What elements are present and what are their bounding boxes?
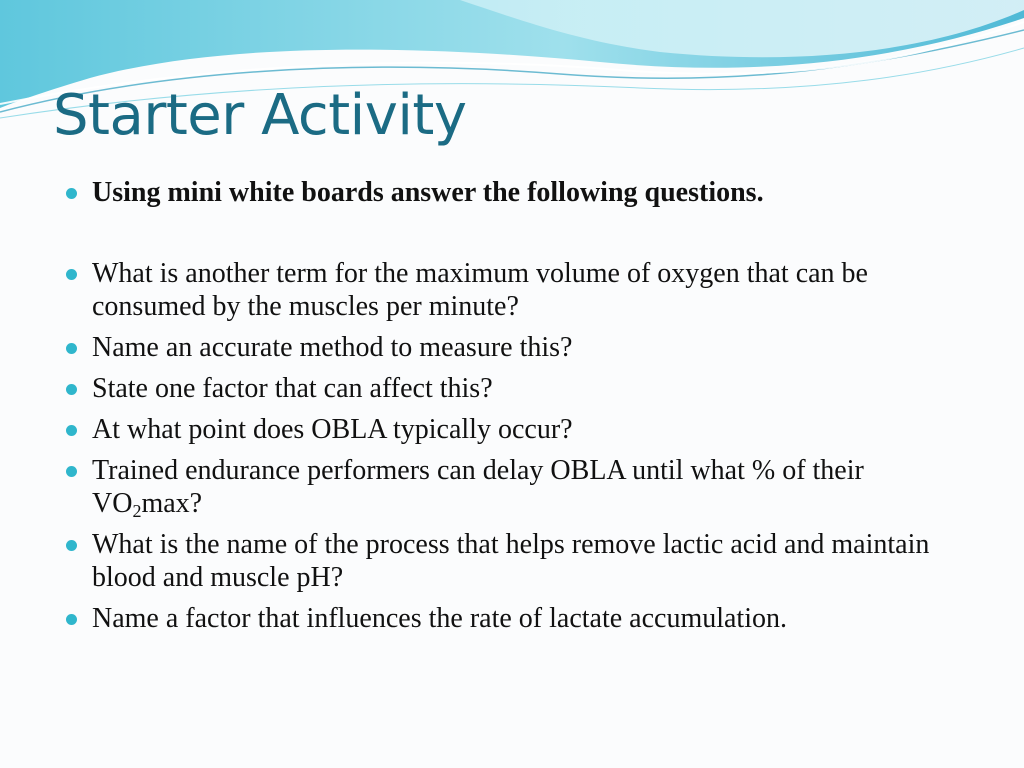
bullet-dot-icon — [66, 540, 77, 551]
bullet-text: Using mini white boards answer the following questions. — [92, 177, 764, 208]
bullet-item-question-6 — [64, 528, 964, 594]
bullet-item-question-2 — [64, 331, 964, 364]
bullet-dot-icon — [66, 343, 77, 354]
bullet-dot-icon — [66, 269, 77, 280]
bullet-dot-icon — [66, 188, 77, 199]
bullet-item-question-5 — [64, 454, 964, 520]
bullet-text: What is another term for the maximum volume of oxygen that can be consumed by the muscles per minute? — [92, 258, 868, 322]
bullet-text: What is the name of the process that helps remove lactic acid and maintain blood and muscle pH? — [92, 529, 930, 593]
bullet-dot-icon — [66, 425, 77, 436]
bullet-text: Name an accurate method to measure this? — [92, 332, 573, 363]
slide-content — [64, 176, 964, 643]
subscript: 2 — [132, 501, 142, 521]
bullet-dot-icon — [66, 466, 77, 477]
bullet-text-part: Trained endurance performers can delay OBLA until what % of their VO — [92, 455, 864, 519]
bullet-text: Name a factor that influences the rate of lactate accumulation. — [92, 603, 787, 634]
slide-title: Starter Activity — [53, 83, 467, 148]
bullet-item-question-1 — [64, 257, 964, 323]
bullet-item-question-7 — [64, 602, 964, 635]
bullet-dot-icon — [66, 384, 77, 395]
bullet-item-question-3 — [64, 372, 964, 405]
bullet-item-question-4 — [64, 413, 964, 446]
bullet-text-part: max? — [141, 488, 203, 519]
bullet-text: State one factor that can affect this? — [92, 373, 493, 404]
bullet-text: At what point does OBLA typically occur? — [92, 414, 573, 445]
bullet-dot-icon — [66, 614, 77, 625]
bullet-list — [64, 176, 964, 635]
bullet-item-instruction — [64, 176, 964, 209]
